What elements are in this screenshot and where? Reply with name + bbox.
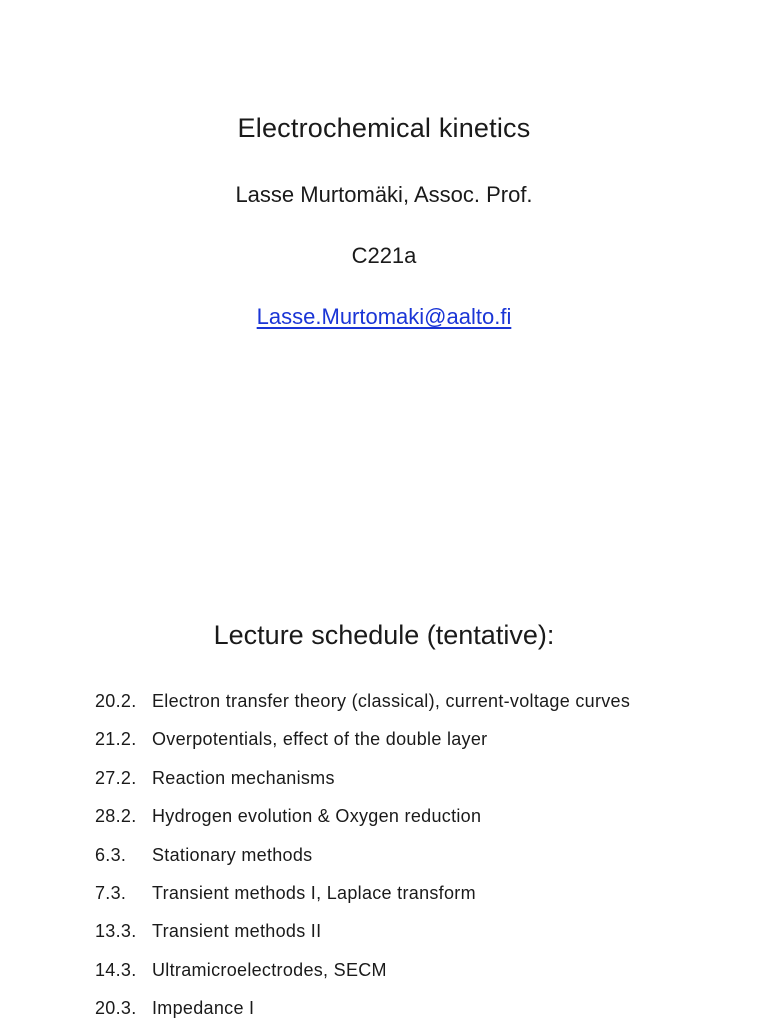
lecture-date: 14.3. bbox=[95, 959, 137, 980]
lecture-topic: Hydrogen evolution & Oxygen reduction bbox=[152, 806, 482, 827]
list-item bbox=[95, 765, 735, 803]
lecture-topic: Transient methods I, Laplace transform bbox=[152, 882, 476, 903]
lecture-topic: Ultramicroelectrodes, SECM bbox=[152, 959, 387, 980]
lecture-date: 27.2. bbox=[95, 767, 137, 788]
document-title: Electrochemical kinetics bbox=[237, 113, 531, 143]
lecture-topic: Reaction mechanisms bbox=[152, 767, 335, 788]
list-item bbox=[95, 957, 735, 995]
lecture-date: 13.3. bbox=[95, 921, 137, 942]
email-line bbox=[0, 304, 768, 330]
list-item bbox=[95, 688, 735, 726]
schedule-heading: Lecture schedule (tentative): bbox=[213, 620, 555, 650]
lecture-date: 28.2. bbox=[95, 806, 137, 827]
lecture-date: 20.2. bbox=[95, 691, 137, 711]
lecture-topic: Overpotentials, effect of the double layer bbox=[152, 729, 488, 750]
list-item bbox=[95, 880, 735, 918]
lecture-date: 20.3. bbox=[95, 998, 137, 1019]
lecture-topic: Electron transfer theory (classical), current-voltage curves bbox=[152, 691, 631, 711]
list-item bbox=[95, 918, 735, 956]
lecture-topic: Transient methods II bbox=[152, 921, 322, 942]
list-item bbox=[95, 726, 735, 764]
list-item bbox=[95, 803, 735, 841]
lecture-date: 21.2. bbox=[95, 729, 137, 750]
lecture-topic: Impedance I bbox=[152, 998, 255, 1019]
lecture-schedule-list bbox=[95, 688, 735, 1034]
author-line: Lasse Murtomäki, Assoc. Prof. bbox=[235, 182, 533, 207]
lecture-date: 6.3. bbox=[95, 844, 127, 865]
lecture-date: 7.3. bbox=[95, 882, 127, 903]
list-item bbox=[95, 842, 735, 880]
list-item bbox=[95, 995, 735, 1033]
lecture-topic: Stationary methods bbox=[152, 844, 313, 865]
room-number: C221a bbox=[351, 243, 417, 268]
email-link[interactable]: Lasse.Murtomaki@aalto.fi bbox=[256, 304, 512, 329]
